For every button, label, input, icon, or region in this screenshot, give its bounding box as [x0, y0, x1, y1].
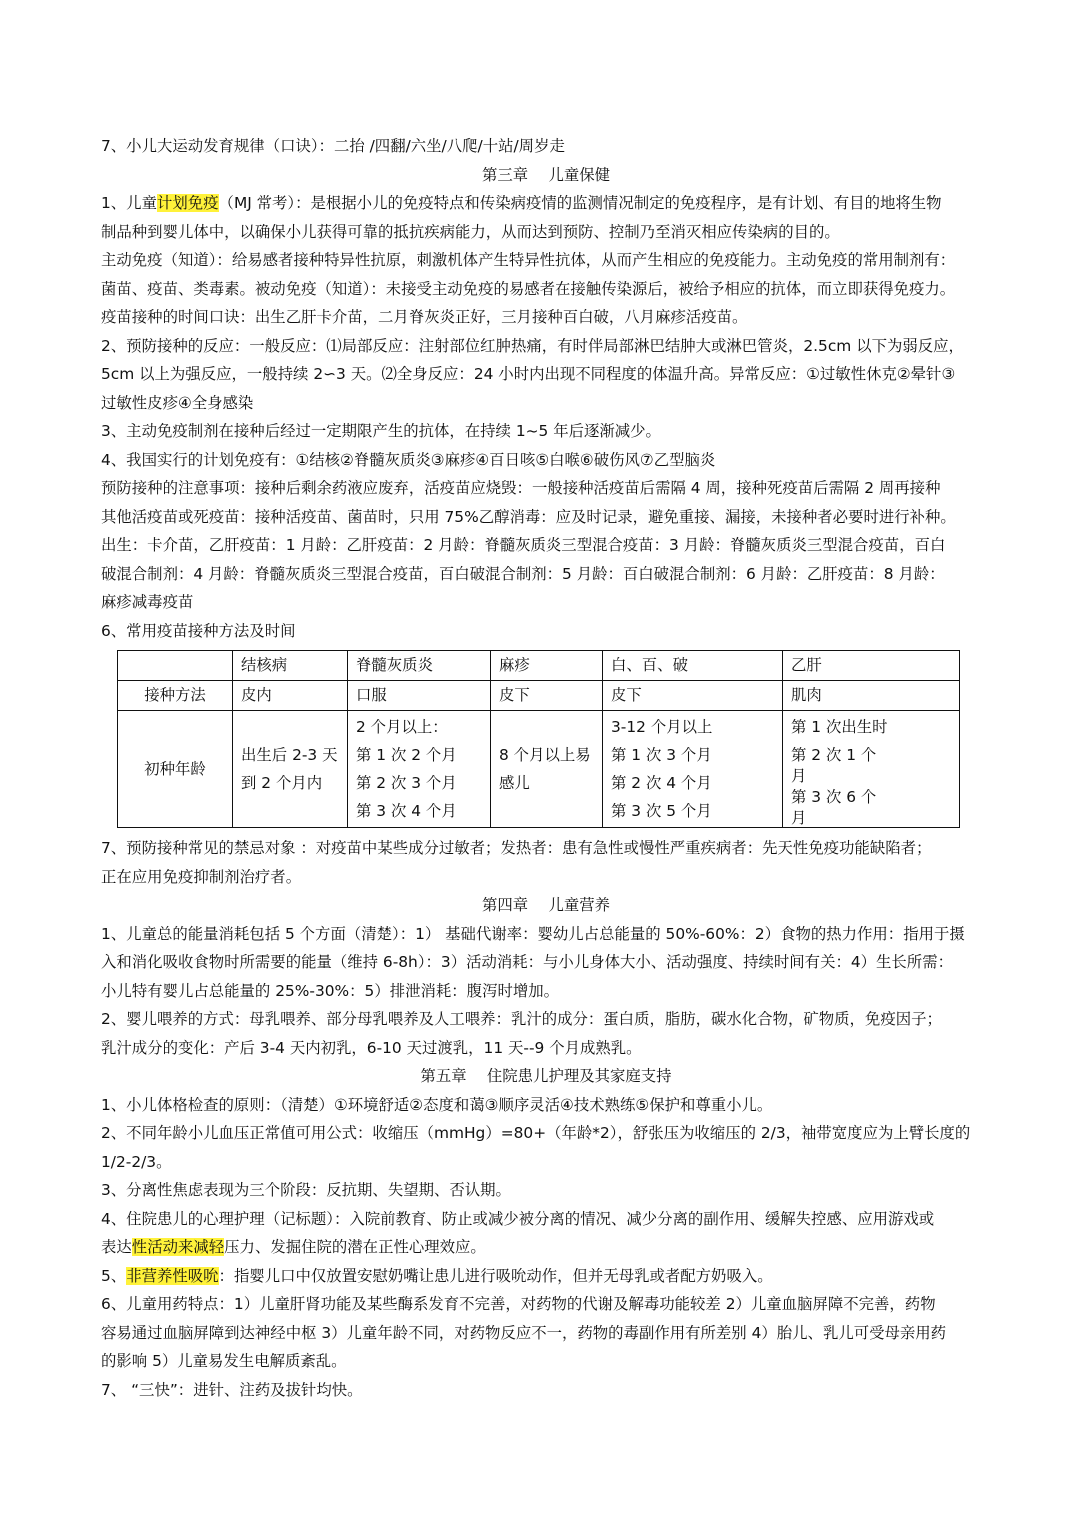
text-line: 3、分离性焦虑表现为三个阶段：反抗期、失望期、否认期。 — [101, 1181, 511, 1199]
table-cell: 8 个月以上易 感儿 — [491, 711, 603, 828]
table-cell: 2 个月以上： 第 1 次 2 个月 第 2 次 3 个月 第 3 次 4 个月 — [348, 711, 491, 828]
highlighted-term: 性活动来减轻 — [131, 1238, 225, 1256]
text-line: 1、小儿体格检查的原则：（清楚）①环境舒适②态度和蔼③顺序灵活④技术熟练⑤保护和尊重小儿。 — [101, 1095, 773, 1114]
text-line: 乳汁成分的变化：产后 3-4 天内初乳，6-10 天过渡乳，11 天--9 个月成熟乳。 — [101, 1038, 642, 1057]
text-line: 1/2-2/3。 — [101, 1152, 172, 1171]
table-cell: 皮下 — [491, 681, 603, 711]
text-line: 2、婴儿喂养的方式：母乳喂养、部分母乳喂养及人工喂养：乳汁的成分：蛋白质，脂肪，碳水化合物，矿物质，免疫因子； — [101, 1010, 942, 1028]
text-line: 7、 “三快”：进针、注药及拔针均快。 — [101, 1380, 363, 1399]
text-line: 7、预防接种常见的禁忌对象 ：对疫苗中某些成分过敏者；发热者：患有急性或慢性严重疾病者：先天性免疫功能缺陷者； — [101, 839, 932, 857]
text-line-immunization: 1、儿童计划免疫（MJ 常考）：是根据小儿的免疫特点和传染病疫情的监测情况制定的免疫程序，是有计划、有目的地将生物 — [101, 194, 942, 212]
text-line: 的影响 5）儿童易发生电解质紊乱。 — [101, 1352, 347, 1370]
table-cell: 皮下 — [603, 681, 783, 711]
table-header-cell: 白、百、破 — [603, 651, 783, 681]
text-line: 破混合制剂：4 月龄：脊髓灰质炎三型混合疫苗，百白破混合制剂：5 月龄：百白破混合制剂：6 月龄：乙肝疫苗：8 月龄： — [101, 564, 945, 583]
table-cell: 3-12 个月以上 第 1 次 3 个月 第 2 次 4 个月 第 3 次 5 个月 — [603, 711, 783, 828]
text-line: 4、住院患儿的心理护理（记标题）：入院前教育、防止或减少被分离的情况、减少分离的副作用、缓解失控感、应用游戏或 — [101, 1209, 935, 1228]
text-line: 疫苗接种的时间口诀：出生乙肝卡介苗，二月脊灰炎正好，三月接种百白破，八月麻疹活疫苗。 — [101, 308, 748, 326]
text-line: 预防接种的注意事项：接种后剩余药液应废弃，活疫苗应烧毁：一般接种活疫苗后需隔 4 周，接种死疫苗后需隔 2 周再接种 — [101, 479, 941, 497]
row-label: 接种方法 — [118, 681, 233, 711]
document-body — [101, 132, 991, 1404]
table-header-cell: 结核病 — [233, 651, 348, 681]
chapter-4-title: 第四章 儿童营养 — [481, 896, 611, 914]
text-line: 容易通过血脑屏障到达神经中枢 3）儿童年龄不同，对药物反应不一，药物的毒副作用有所差别 4）胎儿、乳儿可受母亲用药 — [101, 1323, 947, 1342]
highlighted-term: 非营养性吸吮 — [126, 1266, 219, 1285]
text-line: 6、儿童用药特点：1）儿童肝肾功能及某些酶系发育不完善，对药物的代谢及解毒功能较差 2）儿童血脑屏障不完善，药物 — [101, 1295, 936, 1313]
text-line-non-nutritive-sucking: 5、非营养性吸吮：指婴儿口中仅放置安慰奶嘴让患儿进行吸吮动作，但并无母乳或者配方奶吸入。 — [101, 1266, 773, 1285]
text-line: 主动免疫（知道）：给易感者接种特异性抗原，刺激机体产生特异性抗体，从而产生相应的免疫能力。主动免疫的常用制剂有： — [101, 251, 956, 269]
text-line-play-therapy: 表达性活动来减轻压力、发掘住院的潜在正性心理效应。 — [101, 1238, 486, 1256]
text-line: 过敏性皮疹④全身感染 — [101, 393, 254, 412]
table-header-row — [118, 651, 960, 681]
table-header-cell: 麻疹 — [491, 651, 603, 681]
text-line: 正在应用免疫抑制剂治疗者。 — [101, 867, 302, 886]
table-cell: 口服 — [348, 681, 491, 711]
text-line: 其他活疫苗或死疫苗：接种活疫苗、菌苗时，只用 75%乙醇消毒：应及时记录，避免重接、漏接，未接种者必要时进行补种。 — [101, 507, 956, 526]
text-line: 4、我国实行的计划免疫有：①结核②脊髓灰质炎③麻疹④百日咳⑤白喉⑥破伤风⑦乙型脑炎 — [101, 450, 716, 469]
table-cell: 出生后 2-3 天 到 2 个月内 — [233, 711, 348, 828]
row-label: 初种年龄 — [118, 711, 233, 828]
text-line: 6、常用疫苗接种方法及时间 — [101, 621, 296, 640]
text-line: 制品种到婴儿体中，以确保小儿获得可靠的抵抗疾病能力，从而达到预防、控制乃至消灭相应传染病的目的。 — [101, 222, 840, 241]
text-line: 2、不同年龄小儿血压正常值可用公式：收缩压（mmHg）=80+（年龄*2），舒张压为收缩压的 2/3，袖带宽度应为上臂长度的 — [101, 1124, 971, 1142]
text-line: 出生：卡介苗，乙肝疫苗：1 月龄：乙肝疫苗：2 月龄：脊髓灰质炎三型混合疫苗：3 月龄：脊髓灰质炎三型混合疫苗，百白 — [101, 536, 946, 554]
text-line: 入和消化吸收食物时所需要的能量（维持 6-8h）：3）活动消耗：与小儿身体大小、活动强度、持续时间有关：4）生长所需： — [101, 953, 953, 971]
text-line: 麻疹减毒疫苗 — [101, 593, 194, 611]
chapter-3-title: 第三章 儿童保健 — [481, 165, 611, 184]
table-cell: 肌肉 — [783, 681, 960, 711]
text-line: 7、小儿大运动发育规律（口诀）：二抬 /四翻/六坐/八爬/十站/周岁走 — [101, 137, 565, 155]
chapter-5-title: 第五章 住院患儿护理及其家庭支持 — [420, 1067, 672, 1085]
table-cell — [118, 651, 233, 681]
table-cell: 皮内 — [233, 681, 348, 711]
vaccine-table — [117, 650, 960, 828]
text-line: 2、预防接种的反应：一般反应：⑴局部反应：注射部位红肿热痛，有时伴局部淋巴结肿大或淋巴管炎，2.5cm 以下为弱反应， — [101, 336, 964, 355]
table-cell: 第 1 次出生时 第 2 次 1 个 月 第 3 次 6 个 月 — [783, 711, 960, 828]
highlighted-term: 计划免疫 — [156, 194, 219, 212]
text-line: 小儿特有婴儿占总能量的 25%-30%：5）排泄消耗：腹泻时增加。 — [101, 981, 560, 1000]
text-line: 菌苗、疫苗、类毒素。被动免疫（知道）：未接受主动免疫的易感者在接触传染源后，被给予相应的抗体，而立即获得免疫力。 — [101, 279, 956, 298]
text-line: 3、主动免疫制剂在接种后经过一定期限产生的抗体，在持续 1~5 年后逐渐减少。 — [101, 422, 661, 440]
text-line: 1、儿童总的能量消耗包括 5 个方面（清楚）：1） 基础代谢率：婴幼儿占总能量的 50%-60%：2）食物的热力作用：指用于摄 — [101, 924, 965, 943]
table-header-cell: 脊髓灰质炎 — [348, 651, 491, 681]
table-header-cell: 乙肝 — [783, 651, 960, 681]
text-line: 5cm 以上为强反应，一般持续 2∽3 天。⑵全身反应：24 小时内出现不同程度的体温升高。异常反应：①过敏性休克②晕针③ — [101, 365, 956, 383]
table-row — [118, 711, 960, 828]
table-row — [118, 681, 960, 711]
